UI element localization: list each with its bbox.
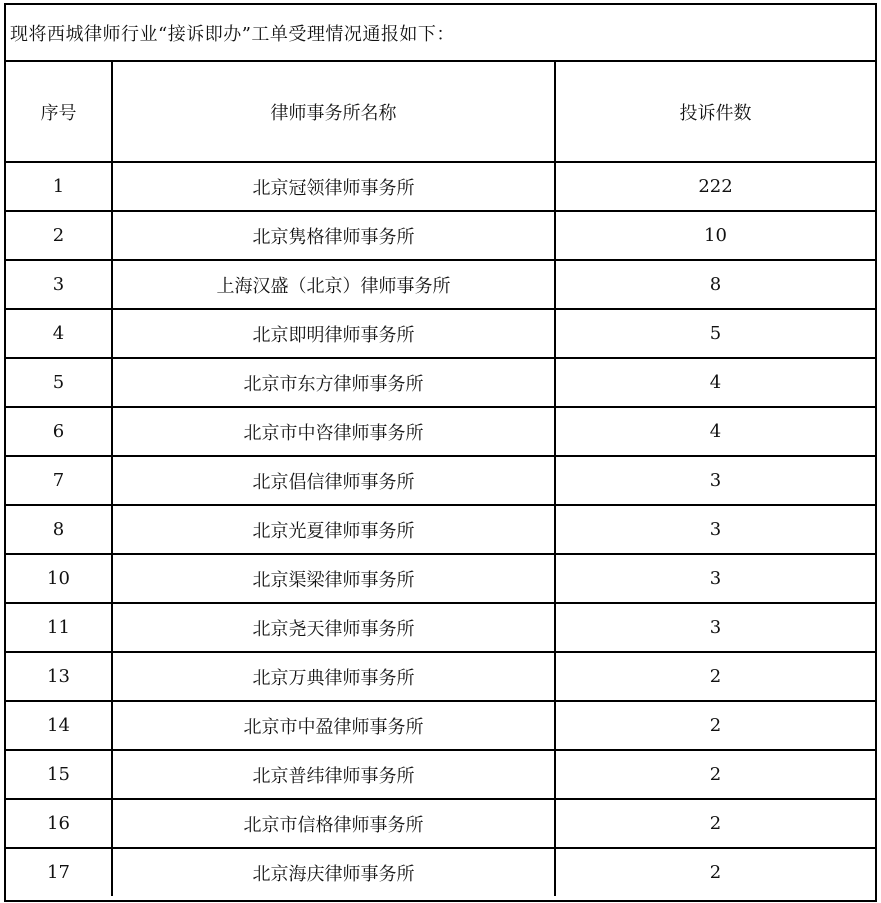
complaint-count-cell: 4: [555, 358, 875, 407]
complaint-count-cell: 2: [555, 799, 875, 848]
serial-number-cell: 7: [6, 456, 112, 505]
firm-name-cell: 北京尧天律师事务所: [112, 603, 555, 652]
complaint-count-cell: 2: [709, 862, 722, 883]
header-row: [6, 62, 875, 162]
firm-name-cell: 北京普纬律师事务所: [112, 750, 555, 799]
complaint-report-table: [4, 3, 877, 902]
serial-number-cell: 4: [6, 309, 112, 358]
firm-name-cell: 北京市中盈律师事务所: [112, 701, 555, 750]
serial-number-cell: 10: [6, 554, 112, 603]
serial-number-cell: 13: [6, 652, 112, 701]
serial-number-cell: 15: [6, 750, 112, 799]
table-row: [6, 603, 875, 652]
complaint-count-cell: 8: [555, 260, 875, 309]
table-row: [6, 848, 875, 896]
firm-name-cell: 北京渠梁律师事务所: [112, 554, 555, 603]
firm-name-cell: 北京隽格律师事务所: [112, 211, 555, 260]
table-row: [6, 407, 875, 456]
complaint-count-cell: 3: [555, 603, 875, 652]
serial-number-cell: 14: [6, 701, 112, 750]
header-firm-name: 律师事务所名称: [112, 62, 555, 162]
header-complaint-count: 投诉件数: [555, 62, 875, 162]
complaint-count-cell: 2: [555, 750, 875, 799]
serial-number-cell: 8: [6, 505, 112, 554]
firm-name-cell: 北京冠领律师事务所: [112, 162, 555, 211]
complaint-count-cell: 5: [555, 309, 875, 358]
complaint-count-cell: 3: [555, 456, 875, 505]
complaint-count-cell: 222: [555, 162, 875, 211]
table-row: [6, 358, 875, 407]
table-row: [6, 554, 875, 603]
table-row: [6, 456, 875, 505]
table-row: [6, 211, 875, 260]
table-row: [6, 701, 875, 750]
firm-name-cell: 北京海庆律师事务所: [112, 848, 555, 896]
serial-number-cell: 11: [6, 603, 112, 652]
serial-number-cell: 2: [6, 211, 112, 260]
complaint-count-cell: 2: [555, 652, 875, 701]
table-row: [6, 505, 875, 554]
serial-number-cell: 16: [6, 799, 112, 848]
serial-number-cell: 17: [6, 848, 112, 896]
complaint-count-cell: 3: [555, 505, 875, 554]
complaint-count-cell: 4: [555, 407, 875, 456]
firm-name-cell: 北京市中咨律师事务所: [112, 407, 555, 456]
firm-name-cell: 北京倡信律师事务所: [112, 456, 555, 505]
firm-name-cell: 北京即明律师事务所: [112, 309, 555, 358]
serial-number-cell: 1: [6, 162, 112, 211]
header-serial-number: 序号: [6, 62, 112, 162]
table-row: [6, 750, 875, 799]
table-row: [6, 309, 875, 358]
complaint-count-cell: 10: [555, 211, 875, 260]
law-firm-table: [6, 62, 875, 896]
table-row: [6, 652, 875, 701]
firm-name-cell: 北京市东方律师事务所: [112, 358, 555, 407]
serial-number-cell: 5: [6, 358, 112, 407]
firm-name-cell: 上海汉盛（北京）律师事务所: [112, 260, 555, 309]
firm-name-cell: 北京光夏律师事务所: [112, 505, 555, 554]
complaint-count-cell: 2: [555, 701, 875, 750]
serial-number-cell: 6: [6, 407, 112, 456]
table-row: [6, 162, 875, 211]
table-row: [6, 799, 875, 848]
complaint-count-cell: 3: [555, 554, 875, 603]
serial-number-cell: 3: [6, 260, 112, 309]
firm-name-cell: 北京市信格律师事务所: [112, 799, 555, 848]
firm-name-cell: 北京万典律师事务所: [112, 652, 555, 701]
table-row: [6, 260, 875, 309]
intro-text: 现将西城律师行业“接诉即办”工单受理情况通报如下：: [6, 5, 875, 62]
